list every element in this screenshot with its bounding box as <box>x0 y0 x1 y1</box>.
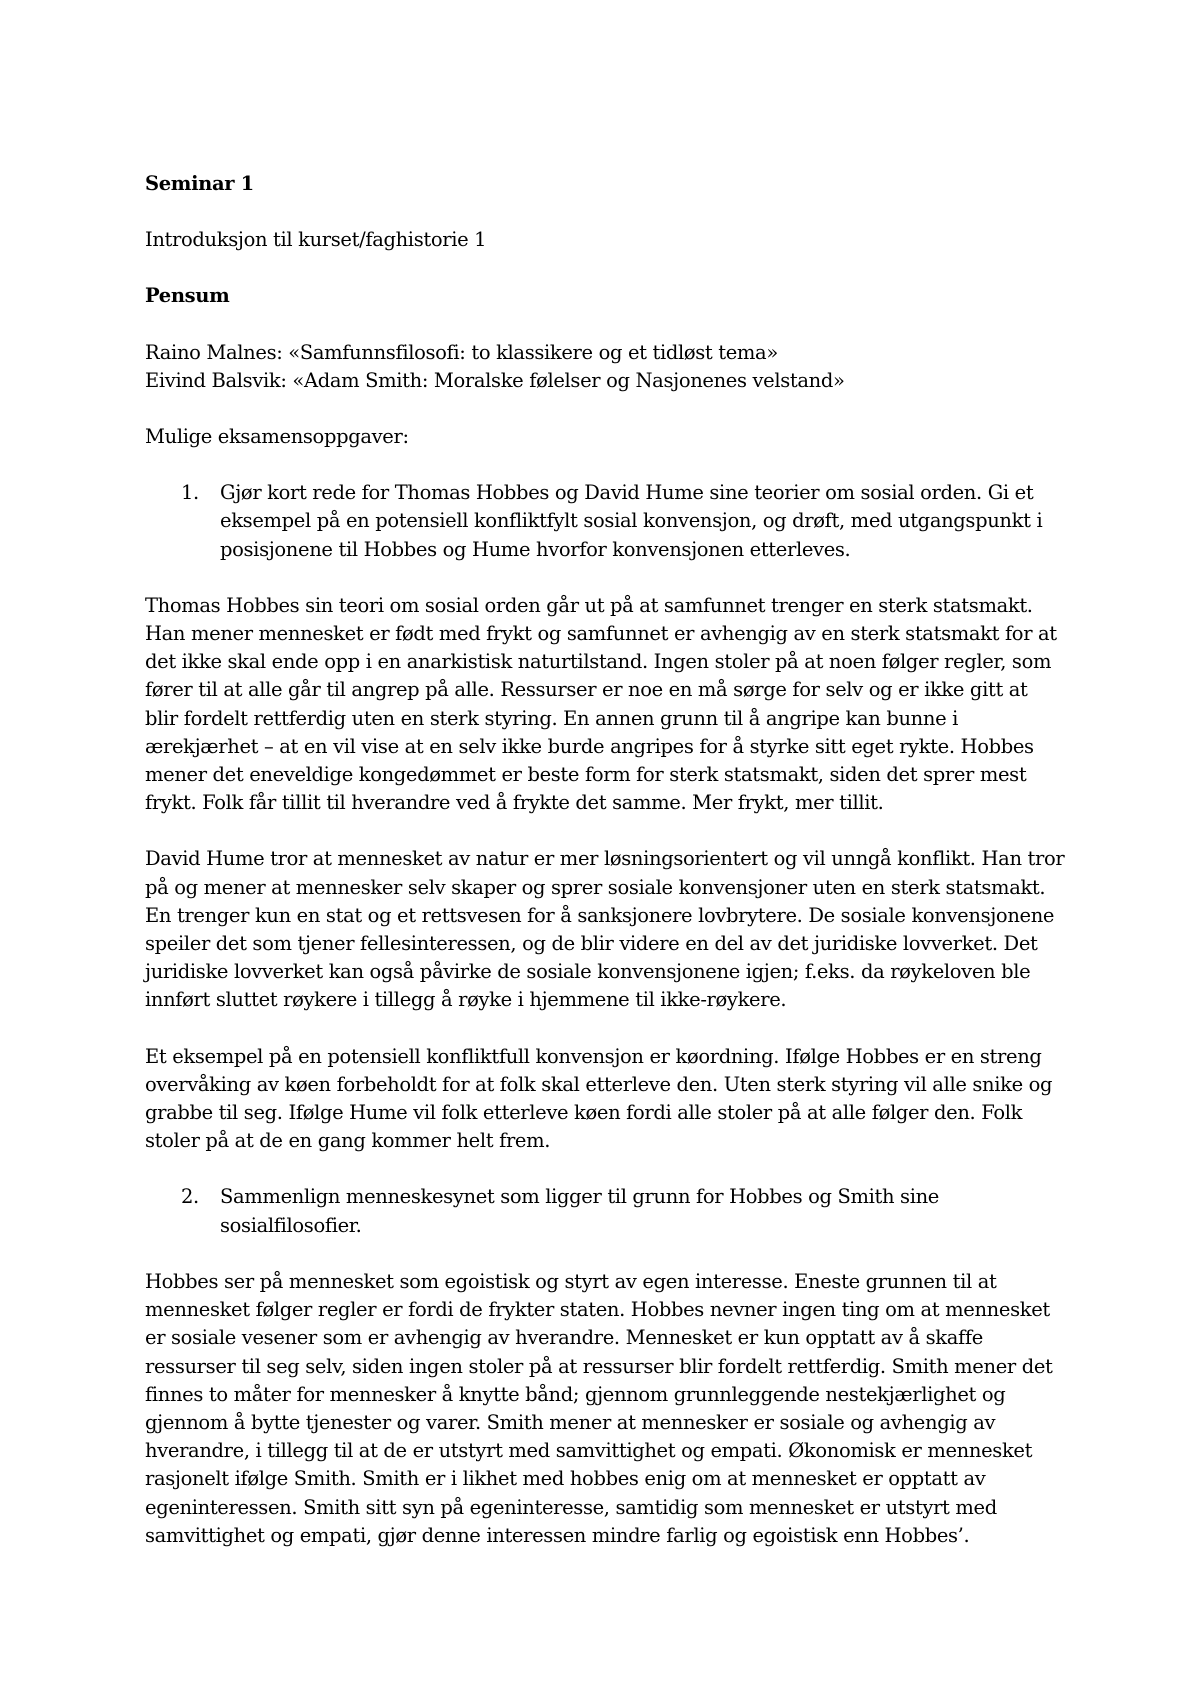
syllabus-list <box>145 339 1065 395</box>
question-text: Sammenlign menneskesynet som ligger til grunn for Hobbes og Smith sine sosialfilosofier. <box>220 1185 939 1237</box>
spacer <box>145 311 1065 339</box>
answer-1-paragraph-example: Et eksempel på en potensiell konfliktfull konvensjon er køordning. Ifølge Hobbes er en streng overvåking av køen forbeholdt for at folk skal etterleve den. Uten sterk styring vil alle snike og grabbe til seg. Ifølge Hume vil folk etterleve køen fordi alle stoler på at alle følger den. Folk stoler på at de en gang kommer helt frem. <box>145 1044 1053 1153</box>
syllabus-item: Raino Malnes: «Samfunnsfilosofi: to klassikere og et tidløst tema» <box>145 340 778 364</box>
document-subtitle: Introduksjon til kurset/faghistorie 1 <box>145 228 487 252</box>
document-title: Seminar 1 <box>145 172 254 195</box>
spacer <box>145 564 1065 592</box>
spacer <box>145 817 1065 845</box>
exam-question-2 <box>145 1183 1065 1239</box>
spacer <box>145 1240 1065 1268</box>
spacer <box>145 1015 1065 1043</box>
answer-1-paragraph-hume: David Hume tror at mennesket av natur er mer løsningsorientert og vil unngå konflikt. Han tror på og mener at mennesker selv skaper og sprer sosiale konvensjoner uten en sterk statsmakt. En trenger kun en stat og et rettsvesen for å sanksjonere lovbrytere. De sosiale konvensjonene speiler det som tjener fellesinteressen, og de blir videre en del av det juridiske lovverket. Det juridiske lovverket kan også påvirke de sosiale konvensjonene igjen; f.eks. da røykeloven ble innført sluttet røykere i tillegg å røyke i hjemmene til ikke-røykere. <box>145 847 1065 1012</box>
document-body <box>145 170 1065 1550</box>
question-number: 2. <box>181 1185 199 1209</box>
syllabus-heading: Pensum <box>145 284 230 308</box>
spacer <box>145 254 1065 282</box>
answer-2-paragraph: Hobbes ser på mennesket som egoistisk og styrt av egen interesse. Eneste grunnen til at mennesket følger regler er fordi de frykter staten. Hobbes nevner ingen ting om at mennesket er sosiale vesener som er avhengig av hverandre. Mennesket er kun opptatt av å skaffe ressurser til seg selv, siden ingen stoler på at ressurser blir fordelt rettferdig. Smith mener det finnes to måter for mennesker å knytte bånd; gjennom grunnleggende nestekjærlighet og gjennom å bytte tjenester og varer. Smith mener at mennesker er sosiale og avhengig av hverandre, i tillegg til at de er utstyrt med samvittighet og empati. Økonomisk er mennesket rasjonelt ifølge Smith. Smith er i likhet med hobbes enig om at mennesket er opptatt av egeninteressen. Smith sitt syn på egeninteresse, samtidig som mennesket er utstyrt med samvittighet og empati, gjør denne interessen mindre farlig og egoistisk enn Hobbes’. <box>145 1269 1053 1547</box>
answer-1-paragraph-hobbes: Thomas Hobbes sin teori om sosial orden går ut på at samfunnet trenger en sterk statsmakt. Han mener mennesket er født med frykt og samfunnet er avhengig av en sterk statsmakt for at det ikke skal ende opp i en anarkistisk naturtilstand. Ingen stoler på at noen følger regler, som fører til at alle går til angrep på alle. Ressurser er noe en må sørge for selv og er ikke gitt at blir fordelt rettferdig uten en sterk styring. En annen grunn til å angripe kan bunne i ærekjærhet – at en vil vise at en selv ikke burde angripes for å styrke sitt eget rykte. Hobbes mener det eneveldige kongedømmet er beste form for sterk statsmakt, siden det sprer mest frykt. Folk får tillit til hverandre ved å frykte det samme. Mer frykt, mer tillit. <box>145 593 1057 815</box>
spacer <box>145 198 1065 226</box>
exam-question-1 <box>145 479 1065 564</box>
question-text: Gjør kort rede for Thomas Hobbes og David Hume sine teorier om sosial orden. Gi et eksempel på en potensiell konfliktfylt sosial konvensjon, og drøft, med utgangspunkt i posisjonene til Hobbes og Hume hvorfor konvensjonen etterleves. <box>220 481 1043 561</box>
spacer <box>145 1155 1065 1183</box>
exam-heading: Mulige eksamensoppgaver: <box>145 425 409 449</box>
syllabus-item: Eivind Balsvik: «Adam Smith: Moralske følelser og Nasjonenes velstand» <box>145 368 845 392</box>
spacer <box>145 451 1065 479</box>
question-number: 1. <box>181 481 199 505</box>
spacer <box>145 395 1065 423</box>
